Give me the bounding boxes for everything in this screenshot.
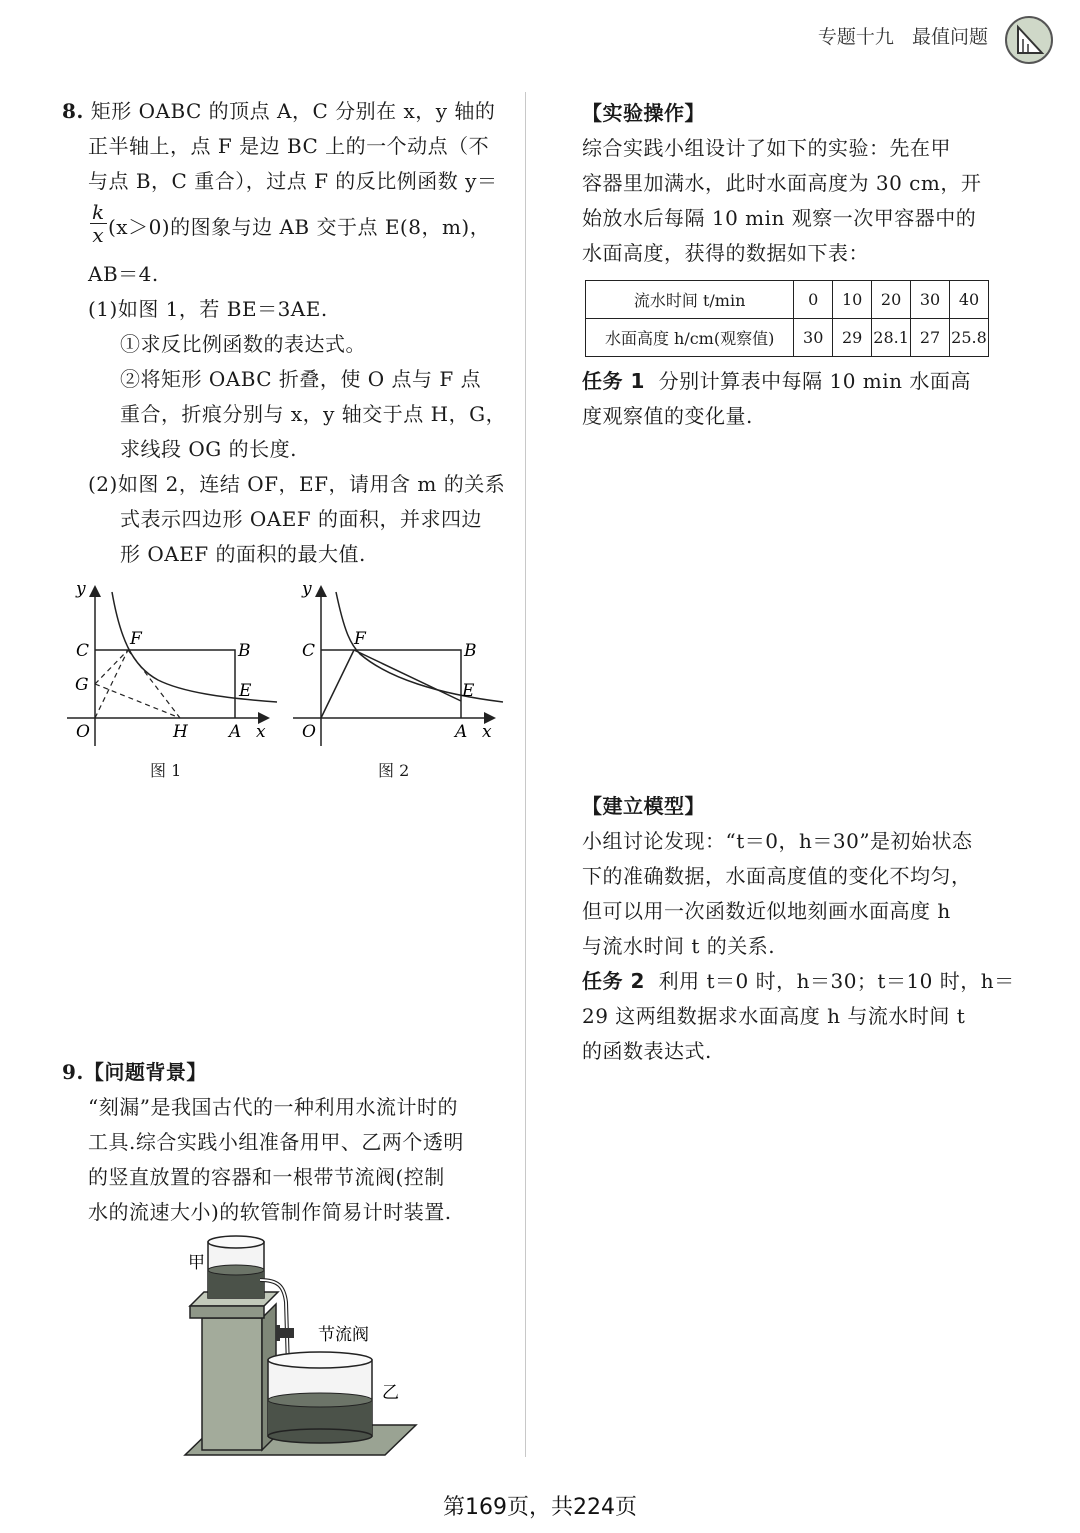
water-clock-apparatus (180, 1230, 420, 1460)
question-number: 9. (62, 1060, 84, 1084)
model-line: 但可以用一次函数近似地刻画水面高度 h (582, 899, 951, 923)
table-cell: 30 (911, 281, 950, 319)
task-1-line: 度观察值的变化量. (582, 404, 753, 428)
header-topic: 专题十九 (817, 26, 894, 48)
task-2-line: 的函数表达式. (582, 1039, 712, 1063)
label-g: G (75, 675, 89, 695)
container-yi-rim (268, 1352, 372, 1368)
label-e: E (239, 681, 252, 701)
task-1-line: 分别计算表中每隔 10 min 水面高 (658, 369, 971, 393)
label-f: F (130, 629, 142, 649)
fraction-numerator: k (92, 200, 105, 224)
valve-handle (276, 1325, 280, 1341)
model-heading: 【建立模型】 (582, 794, 705, 818)
rectangle-oabc (321, 650, 461, 718)
table-header-height: 水面高度 h/cm(观察值) (586, 319, 794, 357)
segment-of (321, 650, 354, 718)
question-number: 8. (62, 99, 84, 123)
task-2-line: 29 这两组数据求水面高度 h 与流水时间 t (582, 1004, 966, 1028)
label-b: B (238, 641, 251, 661)
pillar-front (202, 1318, 262, 1450)
q9-line: 水的流速大小)的软管制作简易计时装置. (88, 1200, 452, 1224)
label-b: B (464, 641, 477, 661)
rectangle-oabc (95, 650, 235, 718)
fold-segment-of (95, 650, 128, 718)
q8-subquestion-2: (2)如图 2，连结 OF，EF，请用含 m 的关系 (88, 472, 506, 496)
q8-line: 与点 B，C 重合），过点 F 的反比例函数 y＝ (88, 169, 498, 193)
figure-1 (62, 578, 282, 753)
q9-heading: 【问题背景】 (83, 1060, 207, 1084)
q8-line: 正半轴上，点 F 是边 BC 上的一个动点（不 (88, 134, 490, 158)
label-o: O (302, 722, 316, 742)
model-line: 下的准确数据，水面高度值的变化不均匀， (582, 864, 972, 888)
q8-line: 形 OAEF 的面积的最大值. (120, 542, 366, 566)
label-o: O (76, 722, 90, 742)
q8-line: ①求反比例函数的表达式。 (120, 332, 366, 356)
label-c: C (302, 641, 316, 661)
fold-segment-gf (95, 650, 128, 684)
label-y: y (76, 579, 86, 599)
table-cell: 27 (911, 319, 950, 357)
segment-ef (354, 650, 461, 701)
label-x: x (256, 722, 266, 742)
label-a: A (455, 722, 468, 742)
figure-1-caption: 图 1 (150, 761, 182, 780)
running-header (818, 22, 988, 49)
label-h: H (173, 722, 188, 742)
fraction-denominator: x (92, 223, 105, 247)
experiment-line: 水面高度，获得的数据如下表： (582, 241, 869, 265)
experiment-section (582, 96, 997, 271)
experiment-line: 始放水后每隔 10 min 观察一次甲容器中的 (582, 206, 977, 230)
task-2-label: 任务 2 (582, 969, 645, 993)
label-e: E (462, 681, 475, 701)
model-line: 与流水时间 t 的关系. (582, 934, 776, 958)
table-cell: 30 (794, 319, 833, 357)
container-jia-rim (208, 1236, 264, 1248)
task-1 (582, 364, 997, 434)
q8-line: ②将矩形 OABC 折叠，使 O 点与 F 点 (120, 367, 482, 391)
table-cell: 10 (833, 281, 872, 319)
label-yi: 乙 (382, 1383, 399, 1403)
experiment-line: 容器里加满水，此时水面高度为 30 cm，开 (582, 171, 982, 195)
label-x: x (482, 722, 492, 742)
water-surface-jia (208, 1265, 264, 1275)
task-1-label: 任务 1 (582, 369, 645, 393)
table-row (586, 319, 989, 357)
q8-line: AB＝4. (88, 262, 159, 286)
table-cell: 20 (872, 281, 911, 319)
label-f: F (354, 629, 366, 649)
q8-line: 矩形 OABC 的顶点 A，C 分别在 x，y 轴的 (90, 99, 496, 123)
table-cell: 40 (949, 281, 988, 319)
experiment-line: 综合实践小组设计了如下的实验：先在甲 (582, 136, 951, 160)
table-cell: 28.1 (872, 319, 911, 357)
experiment-heading: 【实验操作】 (582, 101, 705, 125)
model-line: 小组讨论发现：“t＝0，h＝30”是初始状态 (582, 829, 973, 853)
label-c: C (76, 641, 90, 661)
valve-icon (280, 1328, 294, 1338)
triangle-ruler-icon (1004, 15, 1054, 65)
table-row (586, 281, 989, 319)
header-title: 最值问题 (911, 26, 988, 48)
pillar-cap (190, 1306, 264, 1318)
figure-2-caption: 图 2 (378, 761, 410, 780)
figure-2 (288, 578, 508, 753)
q8-subquestion-1: (1)如图 1，若 BE＝3AE. (88, 297, 328, 321)
table-header-time: 流水时间 t/min (586, 281, 794, 319)
column-divider (525, 92, 526, 1457)
container-yi-bottom (268, 1429, 372, 1443)
question-9 (62, 1055, 507, 1230)
label-y: y (302, 579, 312, 599)
q9-line: “刻漏”是我国古代的一种利用水流计时的 (88, 1095, 458, 1119)
table-cell: 0 (794, 281, 833, 319)
label-valve: 节流阀 (318, 1325, 369, 1345)
q8-line: 求线段 OG 的长度. (120, 437, 297, 461)
label-jia: 甲 (188, 1253, 205, 1273)
task-2-line: 利用 t＝0 时，h＝30；t＝10 时，h＝ (658, 969, 1015, 993)
q8-line: (x＞0)的图象与边 AB 交于点 E(8，m)， (108, 215, 491, 239)
label-a: A (229, 722, 242, 742)
q8-line: 重合，折痕分别与 x，y 轴交于点 H，G， (120, 402, 507, 426)
q9-line: 的竖直放置的容器和一根带节流阀(控制 (88, 1165, 445, 1189)
q8-line: 式表示四边形 OAEF 的面积，并求四边 (120, 507, 483, 531)
table-cell: 25.8 (949, 319, 988, 357)
observation-table (585, 280, 989, 357)
model-section (582, 789, 1015, 1069)
fraction-k-over-x (90, 201, 107, 246)
table-cell: 29 (833, 319, 872, 357)
question-8 (62, 94, 507, 572)
page-indicator: 第169页，共224页 (443, 1495, 637, 1520)
q9-line: 工具.综合实践小组准备用甲、乙两个透明 (88, 1130, 464, 1154)
water-surface-yi (268, 1393, 372, 1407)
